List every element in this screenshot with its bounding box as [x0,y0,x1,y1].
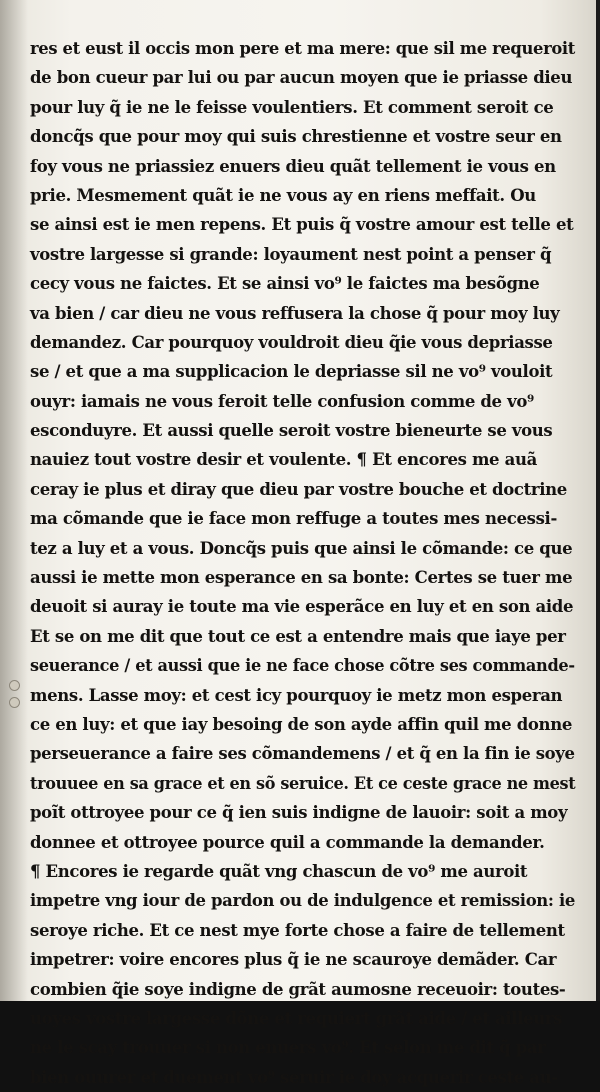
binding-hole [9,697,20,708]
text-line: de bon cueur par lui ou par aucun moyen que ie priasse dieu [30,68,573,88]
text-line: se ainsi est ie men repens. Et puis q̃ vostre amour est telle et [30,215,574,235]
text-line: cecy vous ne faictes. Et se ainsi vo⁹ le faictes ma besõgne [30,274,540,294]
text-line: pour luy q̃ ie ne le feisse voulentiers. Et comment seroit ce [30,97,554,117]
text-line: ne le scay trouuer si non enuers vo⁹. Et selon me dit q̃ par [30,1038,546,1058]
text-line: esconduyre. Et aussi quelle seroit vostre bieneurte se vous [30,421,553,441]
text-line: Et se on me dit que tout ce est a entendre mais que iaye per [30,626,566,646]
binding-holes [9,680,20,714]
text-line: donnee et ottroyee pource quil a commande la demander. [30,832,545,852]
text-line: trouuee en sa grace et en sõ seruice. Et ce ceste grace ne mest [30,773,576,793]
text-line: foy vous ne priassiez enuers dieu quãt tellement ie vous en [30,156,556,176]
text-line: doncq̃s que pour moy qui suis chrestienne et vostre seur en [30,127,562,147]
text-line: mens. Lasse moy: et cest icy pourquoy ie metz mon esperan [30,685,563,705]
text-line: ce en luy: et que iay besoing de son ayde affin quil me donne [30,714,572,734]
text-line: uoyes vostre largesse dõne et requiert grãt aide / et ailleurs [30,1008,563,1028]
text-line: perseuerance a faire ses cõmandemens / et q̃ en la fin ie soye [30,744,575,764]
text-line: combien q̃ie soye indigne de grãt aumosne receuoir: toutes- [30,979,566,999]
text-line: se / et que a ma supplicacion le depriasse sil ne vo⁹ vouloit [30,362,553,382]
page-edge [596,0,600,1001]
text-line: impetrer: voire encores plus q̃ ie ne scauroye demãder. Car [30,950,557,970]
text-line: tez a luy et a vous. Doncq̃s puis que ainsi le cõmande: ce que [30,538,573,558]
text-line: seuerance / et aussi que ie ne face chose cõtre ses commande- [30,656,575,676]
blackletter-text-block [30,34,575,1092]
text-line: seroye riche. Et ce nest mye forte chose a faire de tellement [30,920,565,940]
text-line: bien ouurer et duement vo⁹ seruir ie doy acquerir ceste au- [30,1067,558,1087]
text-line: aussi ie mette mon esperance en sa bonte: Certes se tuer me [30,568,573,588]
text-line: impetre vng iour de pardon ou de indulgence et remission: ie [30,891,576,911]
binding-hole [9,680,20,691]
text-line: ouyr: iamais ne vous feroit telle confusion comme de vo⁹ [30,391,534,411]
text-line: ma cõmande que ie face mon reffuge a toutes mes necessi- [30,509,557,529]
text-line: nauiez tout vostre desir et voulente. ¶ Et encores me auã [30,450,537,470]
text-line: poĩt ottroyee pour ce q̃ ien suis indigne de lauoir: soit a moy [30,803,568,823]
text-line: vostre largesse si grande: loyaument nest point a penser q̃ [30,244,552,264]
gutter-shadow [0,0,28,1001]
text-line: deuoit si auray ie toute ma vie esperãce en luy et en son aide [30,597,574,617]
text-line: ceray ie plus et diray que dieu par vostre bouche et doctrine [30,479,567,499]
text-line: ¶ Encores ie regarde quãt vng chascun de vo⁹ me auroit [30,861,528,881]
text-line: prie. Mesmement quãt ie ne vous ay en riens meffait. Ou [30,185,536,205]
text-line: va bien / car dieu ne vous reffusera la chose q̃ pour moy luy [30,303,560,323]
text-line: demandez. Car pourquoy vouldroit dieu q̃ie vous depriasse [30,332,553,352]
text-line: res et eust il occis mon pere et ma mere: que sil me requeroit [30,39,575,58]
